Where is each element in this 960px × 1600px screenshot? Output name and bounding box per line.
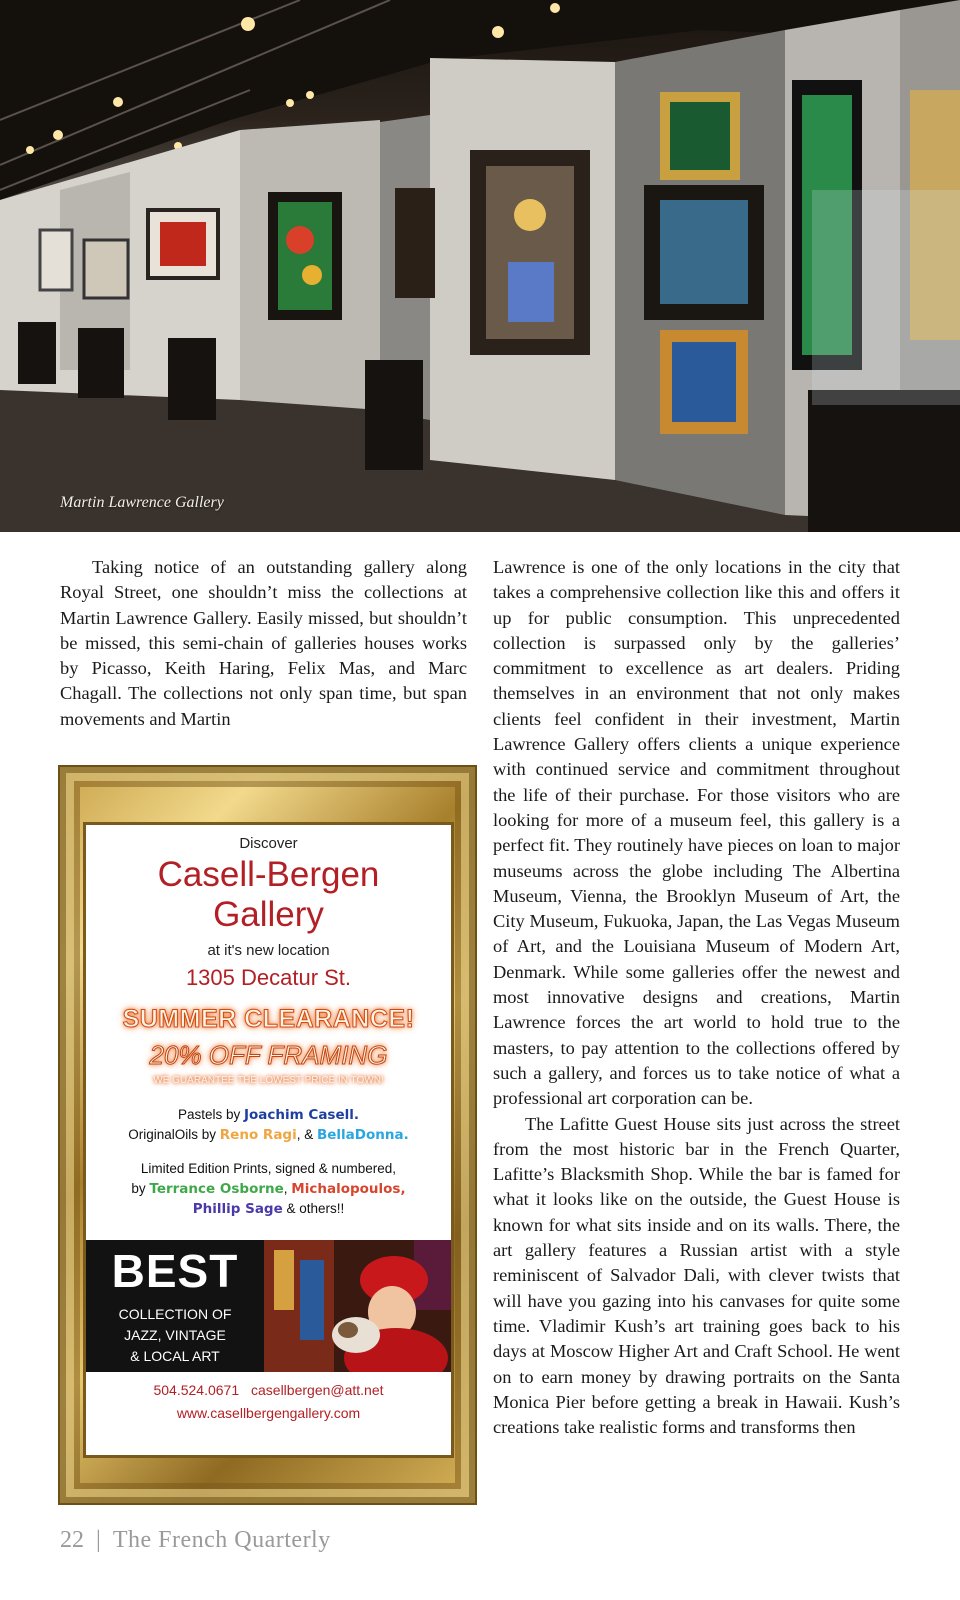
ad-phone: 504.524.0671: [153, 1382, 240, 1398]
ad-oils-prefix: OriginalOils by: [128, 1127, 220, 1142]
ad-prints-by: by: [131, 1181, 150, 1196]
ad-prints-comma: ,: [283, 1181, 292, 1196]
ad-discover-text: Discover: [239, 835, 298, 852]
ad-gallery-name-line2: Gallery: [213, 895, 324, 934]
ad-gallery-name-line1: Casell-Bergen: [157, 855, 380, 894]
ad-best-line-3: & LOCAL ART: [130, 1348, 220, 1364]
ad-gallery-name: [86, 855, 451, 935]
page-number: 22: [60, 1527, 84, 1553]
ad-prints-others: & others!!: [282, 1201, 345, 1216]
ad-address: 1305 Decatur St.: [185, 965, 352, 990]
article-paragraph: Lawrence is one of the only locations in the city that takes a comprehensive collection like this and offers it up for public consumption. This unprecedented collection is surpassed only by the galleries’ commitment to excellence as art dealers. Priding themselves in an environment that not only makes clients feel confident in their investment, Martin Lawrence Gallery offers clients a unique experience with continued service and commitment throughout the life of their purchase. For those visitors who are looking for more of a museum feel, this gallery is a perfect fit. They routinely have pieces on loan to major museums across the globe including The Albertina Museum, Vienna, the Brooklyn Museum of Art, the City Museum, Fukuoka, Japan, the Las Vegas Museum of Art, and the Louisiana Museum of Modern Art, Denmark. While some galleries offer the newest and most innovative designs and creations, Martin Lawrence forces the art world to hold true to the masters, to pay attention to the collections offered by such a gallery, and forces us to take notice of what a professional art corporation can be.: [493, 557, 900, 1109]
ad-price-guarantee: WE GUARANTEE THE LOWEST PRICE IN TOWN!: [153, 1075, 384, 1086]
ad-best-description: [86, 1304, 264, 1367]
ad-contact-line: [86, 1382, 451, 1398]
ad-new-location: at it's new location: [207, 942, 330, 959]
ad-pastels-line: [86, 1107, 451, 1123]
ad-oils-artist-2: BellaDonna.: [316, 1127, 409, 1143]
ad-framing-discount: 20% OFF FRAMING: [149, 1040, 388, 1070]
article-paragraph: The Lafitte Guest House sits just across the street from the most historic bar in the French Quarter, Lafitte’s Blacksmith Shop. While the bar is famed for what it looks like on the outside, the Guest House is known for what sits inside and on its walls. There, the art gallery features a Russian artist with a style reminiscent of Salvador Dali, with clever twists that will have you gazing into his canvases for quite some time. Vladimir Kush’s art training goes back to his days at Moscow Higher Art and Craft School. He went on to earn money by drawing portraits on the Santa Monica Pier before getting a break in Hawaii. Kush’s creations take realistic forms and transforms then: [493, 1113, 900, 1438]
ad-prints-artist-1: Terrance Osborne: [149, 1181, 284, 1197]
gallery-interior-illustration: [0, 0, 960, 532]
publication-name: The French Quarterly: [112, 1527, 331, 1553]
ad-website: www.casellbergengallery.com: [176, 1405, 361, 1421]
ad-woman-with-cat-photo: [264, 1240, 451, 1372]
ad-pastels-prefix: Pastels by: [177, 1107, 244, 1122]
ad-oils-artist-1: Reno Ragi: [219, 1127, 297, 1143]
ad-prints-artists-line-2: [86, 1201, 451, 1217]
footer-separator: |: [96, 1527, 101, 1553]
casell-bergen-advertisement: [58, 765, 477, 1505]
ad-email: casellbergen@att.net: [251, 1382, 384, 1398]
ad-prints-artists-line: [86, 1181, 451, 1197]
ad-best-line-2: JAZZ, VINTAGE: [124, 1327, 226, 1343]
article-left-column: [60, 555, 467, 732]
page-footer: [60, 1527, 331, 1554]
ad-prints-line: Limited Edition Prints, signed & numbered,: [140, 1161, 397, 1176]
article-right-column: [493, 555, 900, 1440]
photo-caption: Martin Lawrence Gallery: [60, 494, 224, 511]
ad-prints-artist-2: Michalopoulos,: [291, 1181, 406, 1197]
ad-prints-artist-3: Phillip Sage: [192, 1201, 283, 1217]
ad-oils-line: [86, 1127, 451, 1143]
ad-summer-clearance: SUMMER CLEARANCE!: [122, 1005, 415, 1033]
ad-content: [86, 825, 451, 1455]
ad-best-line-1: COLLECTION OF: [118, 1306, 232, 1322]
ad-oils-separator: , &: [296, 1127, 317, 1142]
ad-best-collection-panel: [86, 1240, 264, 1372]
gallery-photo: [0, 0, 960, 532]
ad-best-heading: BEST: [111, 1245, 239, 1297]
article-paragraph: Taking notice of an outstanding gallery along Royal Street, one shouldn’t miss the collections at Martin Lawrence Gallery. Easily missed, but shouldn’t be missed, this semi-chain of galleries houses works by Picasso, Keith Haring, Felix Mas, and Marc Chagall. The collections not only span time, but span movements and Martin: [60, 557, 467, 729]
ad-pastels-artist: Joachim Casell.: [244, 1107, 360, 1123]
